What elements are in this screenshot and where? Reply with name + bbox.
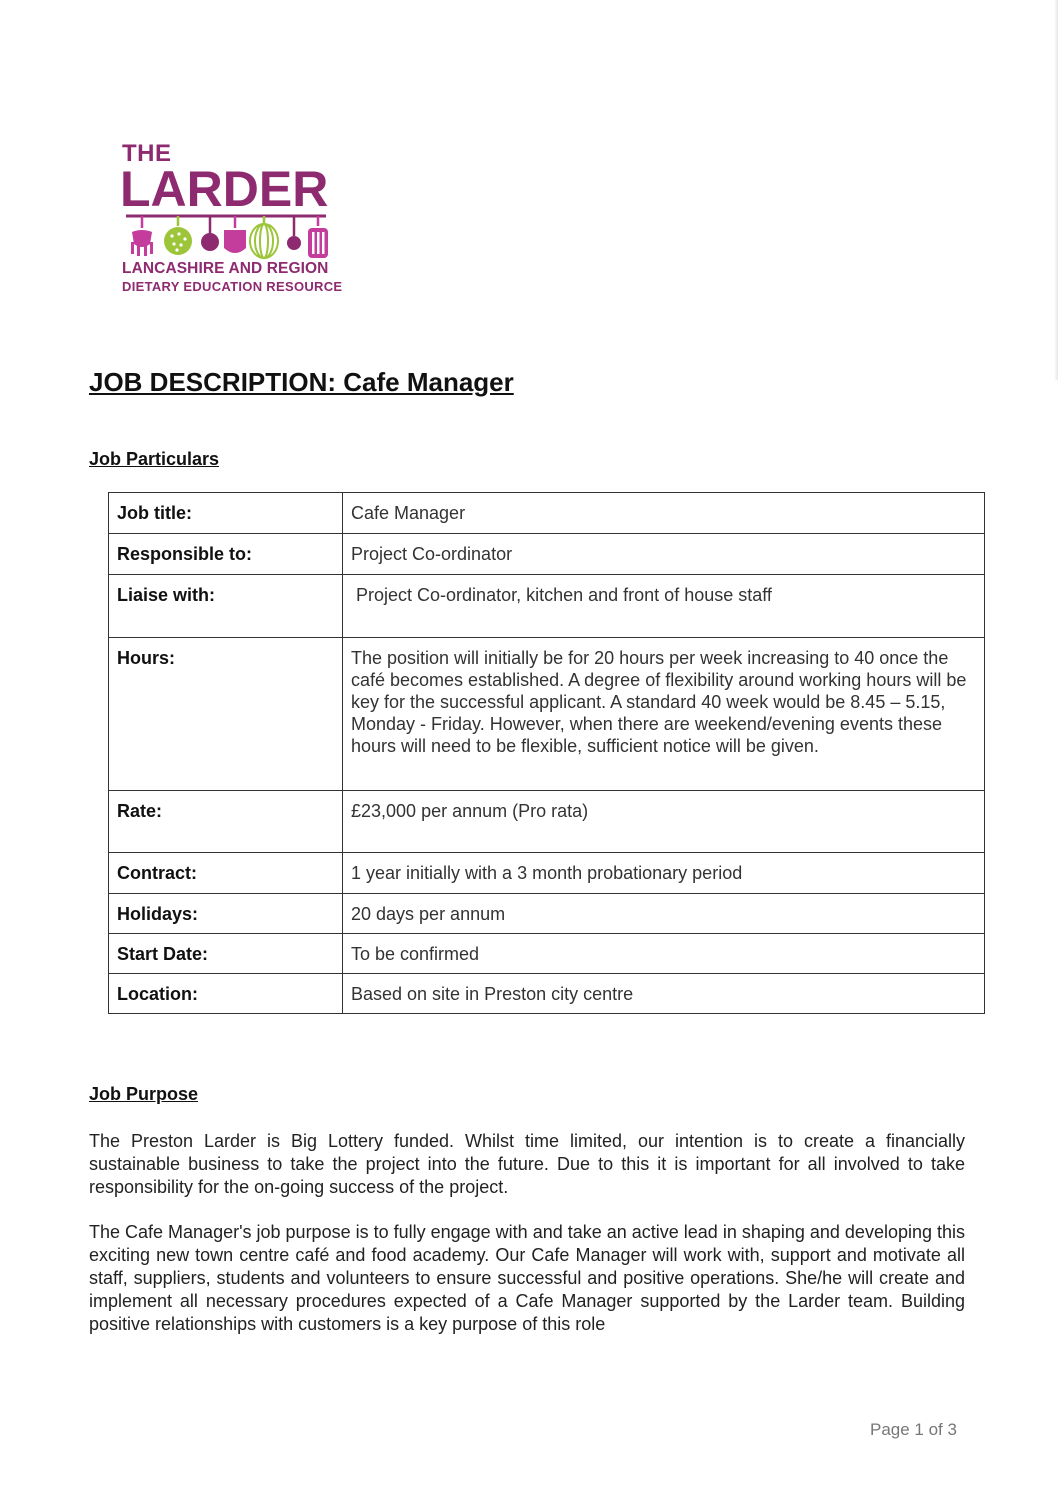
row-label: Contract: xyxy=(109,853,343,894)
table-row xyxy=(109,534,985,575)
colander-icon xyxy=(164,216,192,255)
row-label: Job title: xyxy=(109,493,343,534)
table-row xyxy=(109,934,985,974)
row-label: Holidays: xyxy=(109,894,343,934)
row-label: Responsible to: xyxy=(109,534,343,575)
purpose-paragraph-2: The Cafe Manager's job purpose is to fully engage with and take an active lead in shaping and developing this exciting new town centre café and food academy. Our Cafe Manager will work with, support and motivate all staff, suppliers, students and volunteers to ensure successful and positive operations. She/he will create and implement all necessary procedures expected of a Cafe Manager supported by the Larder team. Building positive relationships with customers is a key purpose of this role xyxy=(89,1222,966,1334)
logo-larder-text: LARDER xyxy=(120,161,329,217)
page-number: Page 1 of 3 xyxy=(870,1420,957,1439)
row-value: £23,000 per annum (Pro rata) xyxy=(343,791,985,853)
row-label: Liaise with: xyxy=(109,575,343,638)
row-value: Cafe Manager xyxy=(343,493,985,534)
table-row xyxy=(109,638,985,791)
spatula-icon xyxy=(224,216,246,253)
row-value: To be confirmed xyxy=(343,934,985,974)
row-value: 1 year initially with a 3 month probationary period xyxy=(343,853,985,894)
page-edge-shadow xyxy=(1054,0,1058,380)
ladle-icon xyxy=(201,216,219,251)
row-label: Rate: xyxy=(109,791,343,853)
table-row xyxy=(109,493,985,534)
table-row xyxy=(109,974,985,1014)
fork-icon xyxy=(131,216,153,256)
row-label: Hours: xyxy=(109,638,343,791)
document-title: JOB DESCRIPTION: Cafe Manager xyxy=(89,367,514,397)
job-purpose-heading: Job Purpose xyxy=(89,1084,199,1104)
table-row xyxy=(109,791,985,853)
row-label: Start Date: xyxy=(109,934,343,974)
whisk-icon xyxy=(250,216,278,258)
purpose-paragraph-1: The Preston Larder is Big Lottery funded. Whilst time limited, our intention is to create a financially sustainable business to take the project into the future. Due to this it is important for all involved to take responsibility for the on-going success of the project. xyxy=(89,1131,965,1197)
row-value: Project Co-ordinator, kitchen and front of house staff xyxy=(343,575,985,638)
logo-subtitle-line1: LANCASHIRE AND REGION xyxy=(122,260,329,277)
logo-subtitle-line2: DIETARY EDUCATION RESOURCE xyxy=(122,279,343,294)
row-value: Project Co-ordinator xyxy=(343,534,985,575)
small-ladle-icon xyxy=(287,216,301,250)
table-row xyxy=(109,894,985,934)
row-value: 20 days per annum xyxy=(343,894,985,934)
table-row xyxy=(109,575,985,638)
job-particulars-heading: Job Particulars xyxy=(89,449,220,469)
slotted-spatula-icon xyxy=(308,216,328,258)
table-row xyxy=(109,853,985,894)
row-value: The position will initially be for 20 hours per week increasing to 40 once the café becomes established. A degree of flexibility around working hours will be key for the successful applicant. A standard 40 week would be 8.45 – 5.15, Monday - Friday. However, when there are weekend/evening events these hours will need to be flexible, sufficient notice will be given. xyxy=(343,638,985,791)
row-label: Location: xyxy=(109,974,343,1014)
larder-logo xyxy=(118,140,343,300)
job-particulars-table xyxy=(108,492,985,1014)
logo-the-text: THE xyxy=(122,140,172,167)
row-value: Based on site in Preston city centre xyxy=(343,974,985,1014)
